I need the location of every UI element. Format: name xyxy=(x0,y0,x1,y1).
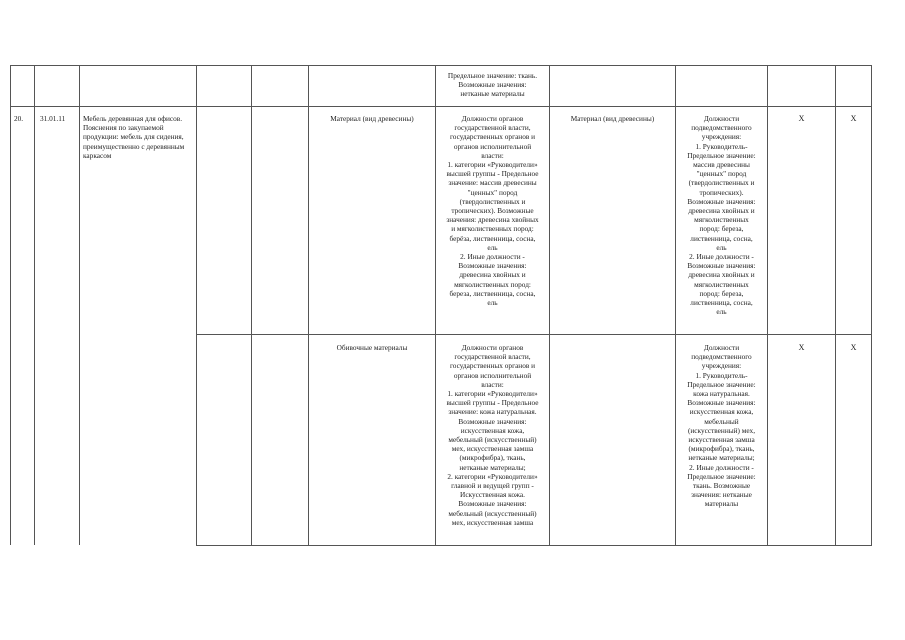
col-border-1 xyxy=(34,65,35,545)
okpd-code: 31.01.11 xyxy=(40,114,66,123)
top-row-values-cell: Предельное значение: ткань. Возможные значения: нетканые материалы xyxy=(447,71,538,99)
characteristic-wood-2: Материал (вид древесины) xyxy=(570,114,655,123)
row-number: 20. xyxy=(14,114,24,123)
characteristic-wood: Материал (вид древесины) xyxy=(330,114,414,123)
col-border-5 xyxy=(308,65,309,545)
x-mark-upholstery-1: X xyxy=(798,343,805,352)
col-border-3 xyxy=(196,65,197,545)
values-wood-subordinate: Должности подведомственного учреждения: 1. Руководитель- Предельное значение: массив древесины "ценных" пород (твердолиственных и тропических). Возможные значения: древесина хвойных и мягколиственных пород: береза, лиственница, сосна, ель 2. Иные должности - Возможные значения: древесина хвойных и мягколиственных пород: береза, лиственница, сосна, ель xyxy=(687,114,756,317)
col-border-7 xyxy=(549,65,550,545)
x-mark-upholstery-2: X xyxy=(850,343,857,352)
x-mark-wood-2: X xyxy=(850,114,857,123)
col-border-10 xyxy=(835,65,836,545)
col-border-4 xyxy=(251,65,252,545)
subrow-divider xyxy=(196,334,872,335)
values-upholstery-subordinate: Должности подведомственного учреждения: 1. Руководитель- Предельное значение: кожа натуральная. Возможные значения: искусственная кожа, мебельный (искусственный) мех, искусственная замша (микрофибра), ткань, нетканые материалы; 2. Иные должности - Предельное значение: ткань. Возможные значения: нетканые материалы xyxy=(687,343,756,509)
values-upholstery-gov: Должности органов государственной власти, государственных органов и органов исполнительной власти: 1. категории «Руководители» высшей группы - Предельное значение: кожа натуральная. Возможные значения: искусственная кожа, мебельный (искусственный) мех, искусственная замша (микрофибра), ткань, нетканые материалы; 2. категории «Руководители» главной и ведущей групп - Искусственная кожа. Возможные значения: мебельный (искусственный) мех, искусственная замша xyxy=(446,343,539,527)
col-border-2 xyxy=(79,65,80,545)
col-border-9 xyxy=(767,65,768,545)
col-border-11 xyxy=(871,65,872,545)
col-border-0 xyxy=(10,65,11,545)
product-name: Мебель деревянная для офисов. Пояснения по закупаемой продукции: мебель для сидения, преимущественно с деревянным каркасом xyxy=(83,114,185,160)
table-top-border xyxy=(10,65,872,66)
table-bottom-border xyxy=(196,545,872,546)
characteristic-upholstery: Обивочные материалы xyxy=(336,343,408,352)
values-wood-gov: Должности органов государственной власти, государственных органов и органов исполнительной власти: 1. категории «Руководители» высшей группы - Предельное значение: массив древесины "ценных" пород (твердолиственных и тропических). Возможные значения: древесина хвойных и мягколиственных пород: берёза, лиственница, сосна, ель 2. Иные должности - Возможные значения: древесина хвойных и мягколиственных пород: береза, лиственница, сосна, ель xyxy=(446,114,539,308)
x-mark-wood-1: X xyxy=(798,114,805,123)
row-divider xyxy=(10,106,872,107)
